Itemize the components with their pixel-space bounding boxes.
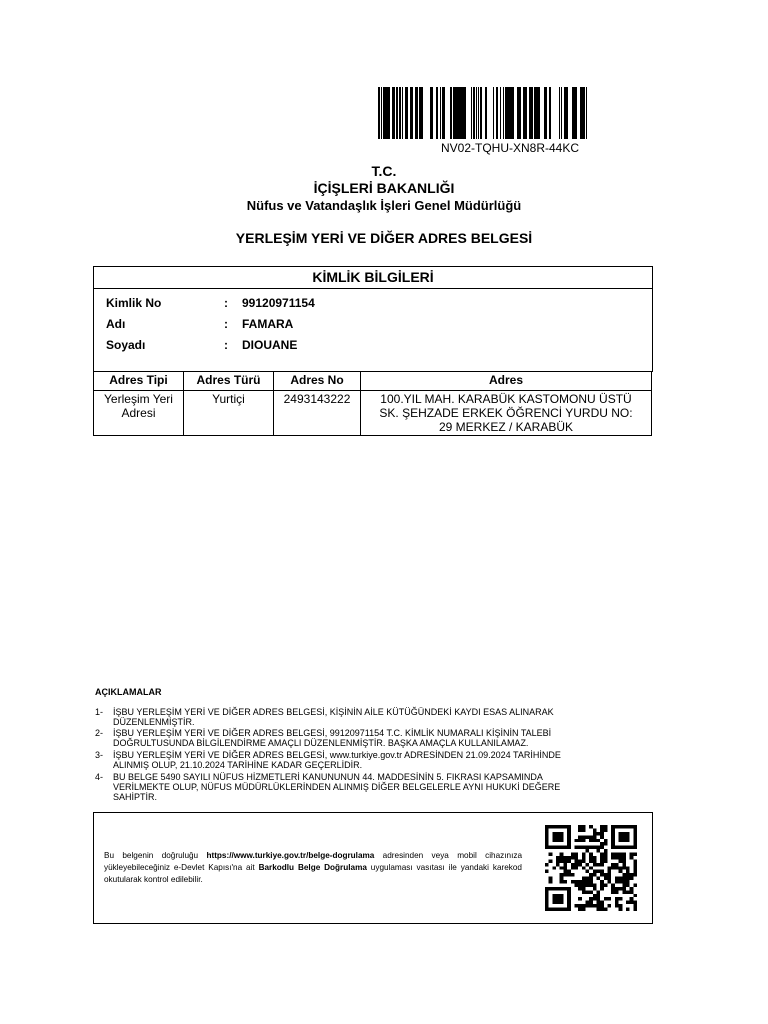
verification-section bbox=[93, 812, 653, 924]
cell-address bbox=[361, 391, 652, 436]
header-tc: T.C. bbox=[371, 163, 397, 179]
notes-title: AÇIKLAMALAR bbox=[95, 687, 162, 697]
identity-colon: : bbox=[224, 338, 228, 352]
identity-value: 99120971154 bbox=[242, 296, 315, 310]
identity-label: Soyadı bbox=[106, 338, 146, 352]
cell-text: Adresi bbox=[121, 406, 156, 420]
col-header: Adres Türü bbox=[184, 372, 274, 391]
identity-row-surname bbox=[106, 338, 297, 352]
col-header: Adres Tipi bbox=[94, 372, 184, 391]
note-item bbox=[95, 750, 665, 770]
cell-address-type bbox=[94, 391, 184, 436]
note-text: VERİLMEKTE OLUP, NÜFUS MÜDÜRLÜKLERİNDEN ALINMIŞ DİĞER BELGELERLE AYNI HUKUKİ DEĞERE bbox=[113, 782, 561, 792]
identity-section bbox=[93, 266, 653, 372]
identity-row-id bbox=[106, 296, 315, 310]
cell-text: SK. ŞEHZADE ERKEK ÖĞRENCİ YURDU NO: bbox=[379, 406, 633, 420]
note-item bbox=[95, 728, 665, 748]
verification-app-name: Barkodlu Belge Doğrulama bbox=[258, 863, 367, 872]
note-text: İŞBU YERLEŞİM YERİ VE DİĞER ADRES BELGESİ, www.turkiye.gov.tr ADRESİNDEN 21.09.2024 TARİHİNDE bbox=[113, 750, 561, 760]
note-text: İŞBU YERLEŞİM YERİ VE DİĞER ADRES BELGESİ, KİŞİNİN AİLE KÜTÜĞÜNDEKİ KAYDI ESAS ALINARAK bbox=[113, 707, 554, 717]
note-text: DÜZENLENMİŞTİR. bbox=[113, 717, 195, 727]
identity-section-title: KİMLİK BİLGİLERİ bbox=[94, 267, 652, 289]
identity-value: FAMARA bbox=[242, 317, 294, 331]
note-text: SAHİPTİR. bbox=[113, 792, 158, 802]
note-number: 3- bbox=[95, 750, 104, 760]
verify-text-part: uygulaması vasıtası ile yandaki karekod okutularak kontrol edilebilir. bbox=[104, 863, 522, 884]
note-text: DOĞRULTUSUNDA BİLGİLENDİRME AMAÇLI DÜZENLENMİŞTİR. BAŞKA AMAÇLA KULLANILAMAZ. bbox=[113, 738, 529, 748]
note-text: ALINMIŞ OLUP, 21.10.2024 TARİHİNE KADAR GEÇERLİDİR. bbox=[113, 760, 363, 770]
verify-text-part: Bu belgenin doğruluğu bbox=[104, 851, 207, 860]
note-number: 4- bbox=[95, 772, 104, 782]
document-title: YERLEŞİM YERİ VE DİĞER ADRES BELGESİ bbox=[235, 230, 533, 246]
cell-text: 100.YIL MAH. KARABÜK KASTOMONU ÜSTÜ bbox=[380, 392, 632, 406]
header-directorate: Nüfus ve Vatandaşlık İşleri Genel Müdürlüğü bbox=[246, 198, 522, 213]
barcode-code: NV02-TQHU-XN8R-44KC bbox=[441, 141, 580, 155]
cell-text: 29 MERKEZ / KARABÜK bbox=[438, 420, 574, 434]
address-table-header bbox=[94, 372, 652, 391]
note-number: 2- bbox=[95, 728, 104, 738]
cell-text: Yerleşim Yeri bbox=[104, 392, 173, 406]
table-row bbox=[94, 391, 652, 436]
barcode bbox=[377, 87, 587, 139]
header-ministry: İÇİŞLERİ BAKANLIĞI bbox=[313, 180, 455, 196]
address-table bbox=[93, 371, 652, 436]
col-header: Adres No bbox=[274, 372, 361, 391]
note-text: BU BELGE 5490 SAYILI NÜFUS HİZMETLERİ KANUNUNUN 44. MADDESİNİN 5. FIKRASI KAPSAMINDA bbox=[113, 772, 543, 782]
identity-value: DIOUANE bbox=[242, 338, 298, 352]
col-header: Adres bbox=[361, 372, 652, 391]
note-number: 1- bbox=[95, 707, 104, 717]
cell-address-kind: Yurtiçi bbox=[184, 391, 274, 436]
verification-text bbox=[104, 850, 522, 886]
identity-label: Kimlik No bbox=[106, 296, 162, 310]
verify-text-part: adresinden veya mobil cihazınıza yükleyebileceğiniz e-Devlet Kapısı'na ait bbox=[104, 851, 522, 872]
identity-colon: : bbox=[224, 296, 228, 310]
identity-row-name bbox=[106, 317, 293, 331]
note-item bbox=[95, 707, 665, 727]
note-text: İŞBU YERLEŞİM YERİ VE DİĞER ADRES BELGESİ, 99120971154 T.C. KİMLİK NUMARALI KİŞİNİN TALEBİ bbox=[113, 728, 552, 738]
qr-code bbox=[545, 825, 637, 911]
cell-address-no: 2493143222 bbox=[274, 391, 361, 436]
identity-colon: : bbox=[224, 317, 228, 331]
verification-url[interactable]: https://www.turkiye.gov.tr/belge-dogrulama bbox=[206, 851, 375, 860]
identity-label: Adı bbox=[106, 317, 126, 331]
note-item bbox=[95, 772, 665, 802]
